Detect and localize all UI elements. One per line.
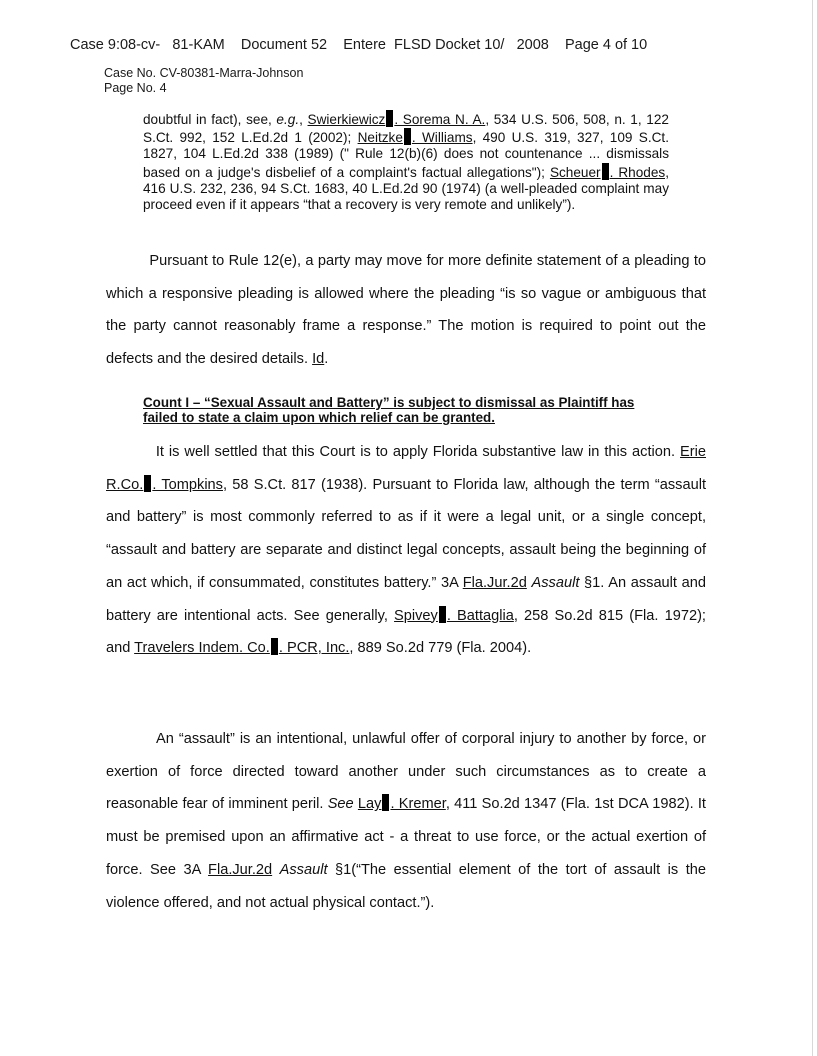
page-edge-line [812, 0, 813, 1056]
section-heading: Count I – “Sexual Assault and Battery” is subject to dismissal as Plaintiff has failed to state a claim upon which relief can be granted. [143, 395, 635, 425]
header-docket: FLSD Docket 10/ [394, 37, 505, 53]
citation-flajur: Fla.Jur.2d [208, 861, 273, 878]
header-document: Document 52 [240, 37, 328, 53]
header-case-tail: 81-KAM [172, 37, 225, 53]
citation-assault: Assault [279, 861, 328, 878]
citation-williams: . Williams [411, 130, 473, 146]
paragraph-text: , 258 So.2d 815 (Fla. 1972); and [106, 607, 706, 657]
header-page: Page 4 of 10 [564, 37, 648, 53]
quote-eg: e.g. [276, 112, 300, 127]
citation-lay: Lay [357, 796, 382, 813]
paragraph-rule-12e [106, 245, 706, 376]
redaction-mark [602, 163, 609, 180]
header-year: 2008 [516, 37, 549, 53]
case-number: Case No. CV-80381-Marra-Johnson [104, 66, 304, 80]
paragraph-text: §1. An assault and battery are intentional acts. See generally, [106, 574, 706, 624]
citation-sorema: . Sorema N. A. [394, 112, 486, 127]
citation-id: Id [312, 351, 325, 368]
citation-spivey: Spivey [394, 607, 438, 624]
citation-erie: Erie R.Co. [106, 444, 706, 493]
quote-text: , [299, 112, 308, 127]
citation-neitzke: Neitzke [357, 130, 403, 146]
paragraph-text [272, 862, 280, 878]
paragraph-text: §1(“The essential element of the tort of assault is the violence offered, and not actual physical contact.”). [106, 861, 706, 911]
paragraph-text: , 889 So.2d 779 (Fla. 2004). [349, 640, 532, 657]
paragraph-text: , 58 S.Ct. 817 (1938). Pursuant to Florida law, although the term “assault and battery” is most commonly referred to as if it were a legal unit, or a single concept, “assault and battery are separate and distinct legal concepts, assault being the beginning of an act which, if consummated, constitutes battery.” 3A [106, 476, 707, 591]
citation-tompkins: . Tompkins [152, 476, 223, 493]
quote-text: 416 U.S. 232, 236, 94 S.Ct. 1683, 40 L.Ed.2d 90 (1974) (a well-pleaded complaint may proceed even if it appears “that a recovery is very remote and unlikely”). [143, 180, 669, 213]
quote-text: , 534 U.S. 506, 508, n. 1, 122 S.Ct. 992, 152 L.Ed.2d 1 (2002); [143, 112, 669, 146]
citation-battaglia: . Battaglia [446, 607, 514, 624]
paragraph-text: , 411 So.2d 1347 (Fla. 1st DCA 1982). It must be premised upon an affirmative act - a threat to use force, or the actual exertion of force. See 3A [106, 796, 706, 878]
citation-assault: Assault [531, 574, 580, 591]
paragraph-text: It is well settled that this Court is to apply Florida substantive law in this action. [106, 444, 681, 460]
citation-rhodes: . Rhodes, [609, 164, 669, 180]
citation-see: See [327, 796, 354, 813]
paragraph-florida-law [106, 436, 706, 665]
redaction-mark [271, 638, 278, 655]
paragraph-text: An “assault” is an intentional, unlawful offer of corporal injury to another by force, or exertion of force directed toward another under such circumstances as to create a reasonable fear of imminent peril. [106, 731, 706, 813]
header-case: Case 9:08-cv- [70, 37, 161, 53]
page-number: Page No. 4 [104, 81, 167, 95]
docket-header [70, 37, 760, 53]
redaction-mark [382, 794, 389, 811]
citation-scheuer: Scheuer [549, 164, 601, 180]
redaction-mark [404, 128, 411, 145]
citation-kremer: . Kremer [390, 796, 446, 813]
citation-pcr: . PCR, Inc. [278, 640, 350, 657]
header-entered: Entere [343, 37, 386, 53]
redaction-mark [386, 110, 393, 127]
paragraph-assault-definition [106, 723, 706, 919]
citation-flajur: Fla.Jur.2d [462, 574, 527, 591]
block-quote [143, 110, 669, 213]
citation-travelers: Travelers Indem. Co. [134, 640, 270, 657]
paragraph-text: Pursuant to Rule 12(e), a party may move for more definite statement of a pleading to which a responsive pleading is allowed where the pleading “is so vague or ambiguous that the party cannot reasonably frame a response.” The motion is required to point out the defects and the desired details. [106, 253, 706, 368]
quote-text: doubtful in fact), see, [143, 112, 277, 127]
redaction-mark [144, 475, 151, 492]
case-info [104, 66, 303, 96]
paragraph-text: . [324, 351, 329, 368]
redaction-mark [439, 606, 446, 623]
quote-text: , 490 U.S. 319, 327, 109 S.Ct. 1827, 104 L.Ed.2d 338 (1989) (" Rule 12(b)(6) does not countenance ... dismissals based on a judge's disbelief of a complaint's factual allegations"); [143, 130, 669, 180]
citation-swierkiewicz: Swierkiewicz [307, 112, 386, 127]
